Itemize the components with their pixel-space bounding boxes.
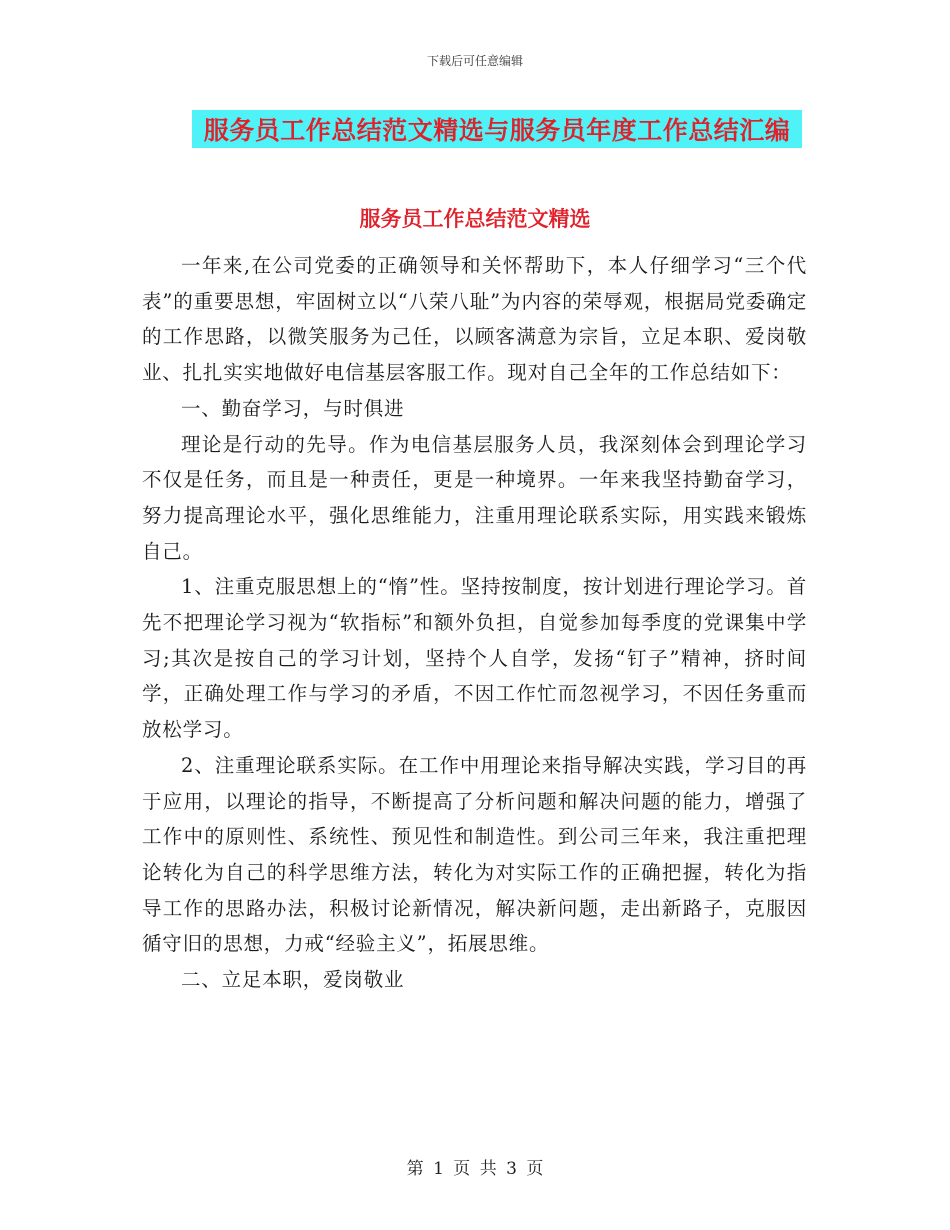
heading-study: 一、勤奋学习，与时俱进 xyxy=(181,396,405,420)
paragraph-point-2: 2、注重理论联系实际。在工作中用理论来指导解决实践，学习目的再于应用，以理论的指导，不断提高了分析问题和解决问题的能力，增强了工作中的原则性、系统性、预见性和制造性。到公司三年来，我注重把理论转化为自己的科学思维方法，转化为对实际工作的正确把握，转化为指导工作的思路办法，积极讨论新情况，解决新问题，走出新路子，克服因循守旧的思想，力戒“经验主义”，拓展思维。 xyxy=(142,753,807,956)
header-note: 下载后可任意编辑 xyxy=(426,54,523,68)
paragraph-theory: 理论是行动的先导。作为电信基层服务人员，我深刻体会到理论学习不仅是任务，而且是一种责任，更是一种境界。一年来我坚持勤奋学习，努力提高理论水平，强化思维能力，注重用理论联系实际，用实践来锻炼自己。 xyxy=(142,432,807,563)
main-title-highlight xyxy=(192,110,802,148)
paragraph-point-1: 1、注重克服思想上的“惰”性。坚持按制度，按计划进行理论学习。首先不把理论学习视为“软指标”和额外负担，自觉参加每季度的党课集中学习;其次是按自己的学习计划，坚持个人自学，发扬“钉子”精神，挤时间学，正确处理工作与学习的矛盾，不因工作忙而忽视学习，不因任务重而放松学习。 xyxy=(142,575,807,742)
document-body xyxy=(142,248,807,998)
section-title: 服务员工作总结范文精选 xyxy=(359,206,591,231)
heading-dedication: 二、立足本职，爱岗敬业 xyxy=(181,968,405,992)
page-number-footer: 第 1 页 共 3 页 xyxy=(406,1159,544,1179)
paragraph-intro: 一年来,在公司党委的正确领导和关怀帮助下，本人仔细学习“三个代表”的重要思想，牢固树立以“八荣八耻”为内容的荣辱观，根据局党委确定的工作思路，以微笑服务为己任，以顾客满意为宗旨，立足本职、爱岗敬业、扎扎实实地做好电信基层客服工作。现对自己全年的工作总结如下： xyxy=(142,254,807,385)
main-title: 服务员工作总结范文精选与服务员年度工作总结汇编 xyxy=(203,116,791,145)
